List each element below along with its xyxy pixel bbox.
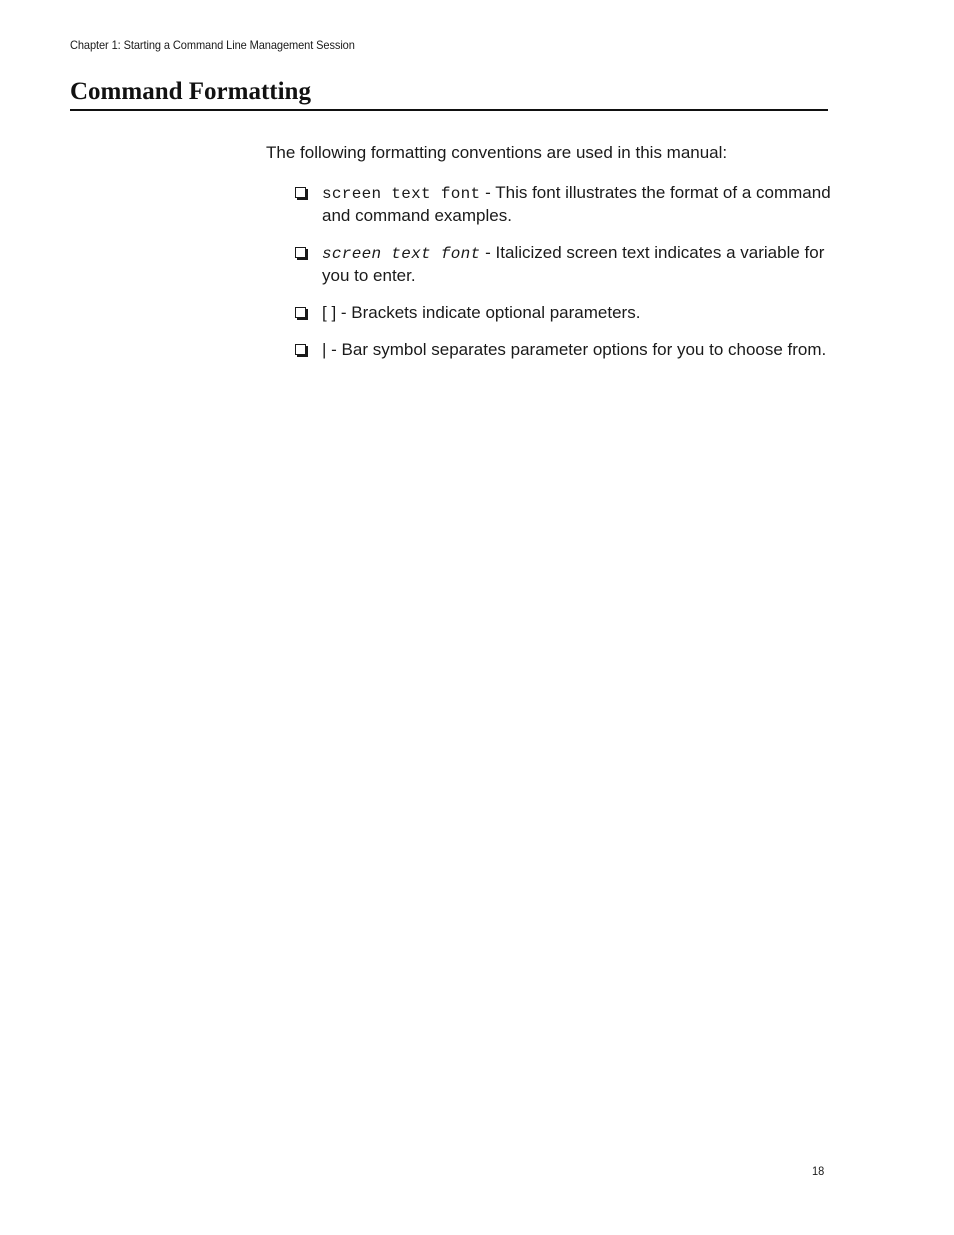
checkbox-bullet-icon: [295, 344, 306, 355]
list-item-description: | - Bar symbol separates parameter options for you to choose from.: [322, 340, 827, 359]
checkbox-bullet-icon: [295, 247, 306, 258]
title-rule: [70, 109, 828, 111]
section-title: Command Formatting: [70, 78, 311, 105]
list-item-description: - Italicized screen text indicates a variable for you to enter.: [322, 243, 825, 285]
list-item-screen-font: [294, 182, 834, 227]
screen-font-sample: screen text font: [322, 185, 481, 203]
list-item-description: [ ] - Brackets indicate optional parameters.: [322, 303, 641, 322]
intro-paragraph: The following formatting conventions are used in this manual:: [266, 143, 728, 162]
checkbox-bullet-icon: [295, 307, 306, 318]
page-number: 18: [812, 1164, 825, 1178]
checkbox-bullet-icon: [295, 187, 306, 198]
list-item-description: - This font illustrates the format of a command and command examples.: [322, 183, 831, 225]
list-item-italic-screen-font: [294, 242, 834, 287]
list-item-bar-symbol: [294, 339, 834, 361]
italic-screen-font-sample: screen text font: [322, 245, 481, 263]
list-item-brackets: [294, 302, 834, 324]
running-header: Chapter 1: Starting a Command Line Management Session: [70, 38, 355, 52]
conventions-list: [294, 182, 834, 376]
